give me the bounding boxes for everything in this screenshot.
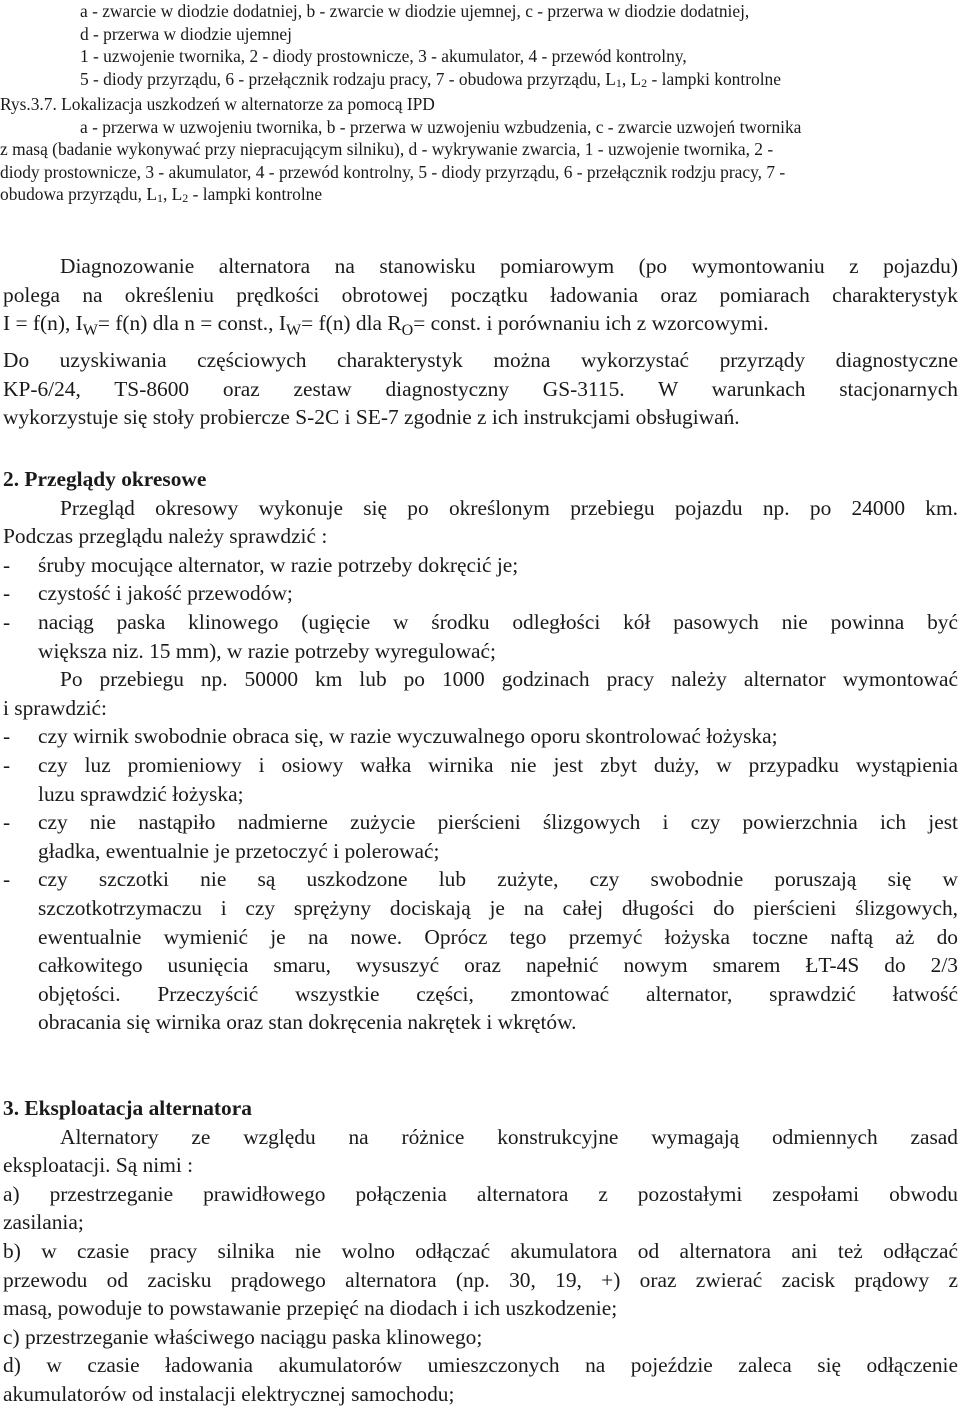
text-line: KP-6/24, TS-8600 oraz zestaw diagnostyczny GS-3115. W warunkach stacjonarnych <box>3 376 958 401</box>
list-item: b) w czasie pracy silnika nie wolno odłączać akumulatora od alternatora ani też odłączać <box>3 1238 958 1263</box>
text-line: Do uzyskiwania częściowych charakterystyk można wykorzystać przyrządy diagnostyczne <box>3 348 958 372</box>
figure-caption-3-7 <box>0 93 960 208</box>
caption-line: 1 - uzwojenie twornika, 2 - diody prostownicze, 3 - akumulator, 4 - przewód kontrolny, <box>80 46 687 66</box>
text-line: i sprawdzić: <box>3 695 107 720</box>
list-item-continuation: całkowitego usunięcia smaru, wysuszyć oraz napełnić nowym smarem ŁT-4S do 2/3 <box>38 953 958 978</box>
text-line: Podczas przeglądu należy sprawdzić : <box>3 524 328 549</box>
caption-line: a - przerwa w uzwojeniu twornika, b - przerwa w uzwojeniu wzbudzenia, c - zwarcie uzwojeń twornika <box>80 116 802 137</box>
section-periodic-inspections <box>3 465 958 1037</box>
section-heading: 3. Eksploatacja alternatora <box>3 1096 252 1120</box>
list-item: - czystość i jakość przewodów; <box>3 581 293 606</box>
figure-title: Rys.3.7. Lokalizacja uszkodzeń w alternatorze za pomocą IPD <box>0 94 435 114</box>
section-alternator-operation <box>3 1094 958 1409</box>
caption-line: 5 - diody przyrządu, 6 - przełącznik rodzaju pracy, 7 - obudowa przyrządu, L1, L2 - lampki kontrolne <box>80 68 781 90</box>
list-item-continuation: masą, powoduje to powstawanie przepięć na diodach i ich uszkodzenie; <box>3 1296 618 1321</box>
diagnostic-devices-paragraph <box>3 346 958 432</box>
list-item: - czy nie nastąpiło nadmierne zużycie pierścieni ślizgowych i czy powierzchnia ich jest <box>3 810 958 835</box>
caption-line: diody prostownicze, 3 - akumulator, 4 - przewód kontrolny, 5 - diody przyrządu, 6 - przełącznik rodzju pracy, 7 - <box>0 161 786 182</box>
list-item-continuation: akumulatorów od instalacji elektrycznej samochodu; <box>3 1381 455 1406</box>
list-item-continuation: luzu sprawdzić łożyska; <box>38 781 244 806</box>
list-item-continuation: ewentualnie wymienić je na nowe. Oprócz tego przemyć łożyska toczne naftą aż do <box>38 924 958 949</box>
list-item-continuation: zasilania; <box>3 1210 84 1235</box>
list-item: - śruby mocujące alternator, w razie potrzeby dokręcić je; <box>3 552 519 577</box>
list-item: - naciąg paska klinowego (ugięcie w środku odległości kół pasowych nie powinna być <box>3 609 958 634</box>
list-item: d) w czasie ładowania akumulatorów umieszczonych na pojeździe zaleca się odłączenie <box>3 1353 958 1378</box>
list-item: - czy luz promieniowy i osiowy wałka wirnika nie jest zbyt duży, w przypadku wystąpienia <box>3 752 958 777</box>
list-item-continuation: gładka, ewentualnie je przetoczyć i polerować; <box>38 838 440 863</box>
text-line: Diagnozowanie alternatora na stanowisku pomiarowym (po wymontowaniu z pojazdu) <box>60 254 958 278</box>
list-item-continuation: większa niz. 15 mm), w razie potrzeby wyregulować; <box>38 638 496 663</box>
list-item: c) przestrzeganie właściwego naciągu paska klinowego; <box>3 1324 483 1349</box>
caption-line: a - zwarcie w diodzie dodatniej, b - zwarcie w diodzie ujemnej, c - przerwa w diodzie dodatniej, <box>80 1 750 21</box>
text-line: wykorzystuje się stoły probiercze S-2C i SE-7 zgodnie z ich instrukcjami obsługiwań. <box>3 405 740 430</box>
list-item: a) przestrzeganie prawidłowego połączenia alternatora z pozostałymi zespołami obwodu <box>3 1181 958 1206</box>
list-item-continuation: szczotkotrzymaczu i czy sprężyny dociskają je na całej długości do pierścieni ślizgowych, <box>38 895 958 920</box>
text-line: Alternatory ze względu na różnice konstrukcyjne wymagają odmiennych zasad <box>60 1124 958 1149</box>
list-item-continuation: objętości. Przeczyścić wszystkie części, zmontować alternator, sprawdzić łatwość <box>38 981 958 1006</box>
list-item-continuation: przewodu od zacisku prądowego alternatora (np. 30, 19, +) oraz zwierać zacisk prądowy z <box>3 1267 958 1292</box>
figure-caption-3-6 <box>0 0 960 92</box>
text-line: polega na określeniu prędkości obrotowej początku ładowania oraz pomiarach charakterystyk <box>3 282 958 307</box>
list-item: - czy szczotki nie są uszkodzone lub zużyte, czy swobodnie poruszają się w <box>3 867 958 892</box>
formula-line: I = f(n), $I_W= f(n)$ dla n = const., $I_W= f(n)$ dla $R_O=$ const. i porównaniu ich z wzorcowymi. <box>3 311 769 340</box>
diagnostics-paragraph <box>3 252 958 341</box>
caption-line: obudowa przyrządu, L1, L2 - lampki kontrolne <box>0 184 323 205</box>
list-item: - czy wirnik swobodnie obraca się, w razie wyczuwalnego oporu skontrolować łożyska; <box>3 724 778 749</box>
list-item-continuation: obracania się wirnika oraz stan dokręcenia nakrętek i wkrętów. <box>38 1010 577 1035</box>
caption-line: d - przerwa w diodzie ujemnej <box>80 23 292 44</box>
text-line: Po przebiegu np. 50000 km lub po 1000 godzinach pracy należy alternator wymontować <box>60 667 958 692</box>
text-line: eksploatacji. Są nimi : <box>3 1153 194 1178</box>
caption-line: z masą (badanie wykonywać przy niepracującym silniku), d - wykrywanie zwarcia, 1 - uzwojenie twornika, 2 - <box>0 139 774 159</box>
section-heading: 2. Przeglądy okresowe <box>3 467 207 491</box>
text-line: Przegląd okresowy wykonuje się po określonym przebiegu pojazdu np. po 24000 km. <box>60 495 958 520</box>
